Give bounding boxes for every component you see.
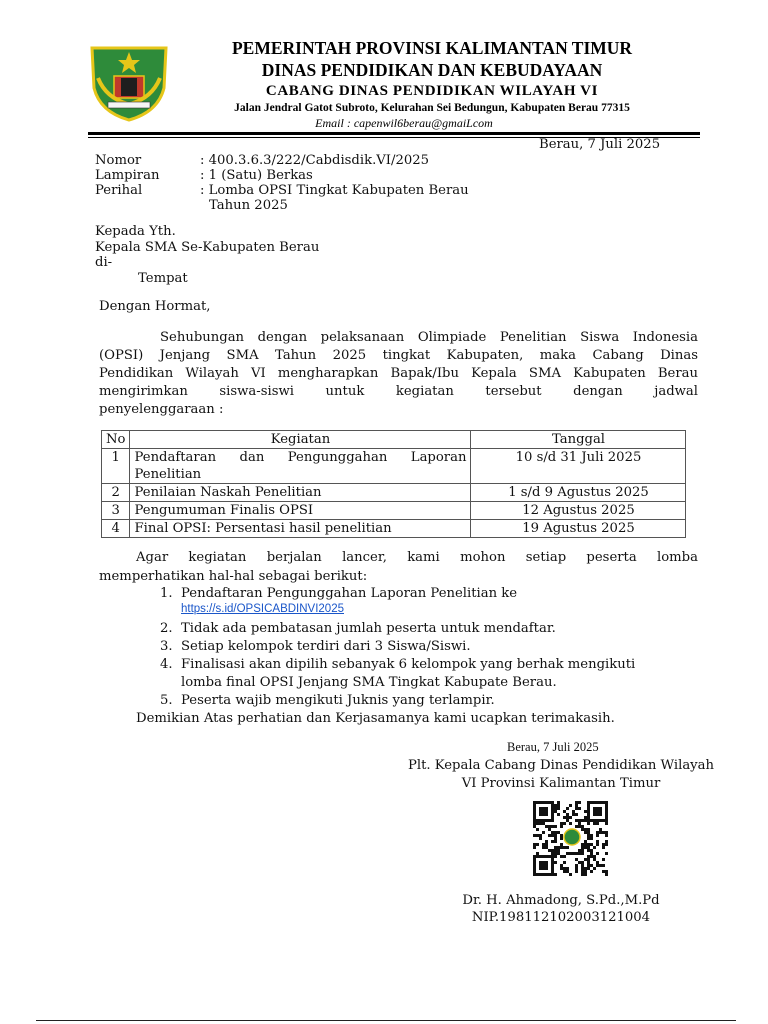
recipient-line-3: di- [95, 255, 113, 270]
table-cell-tanggal: 12 Agustus 2025 [471, 502, 686, 520]
table-header-row [102, 431, 686, 449]
greeting: Dengan Hormat, [99, 299, 211, 314]
table-cell-kegiatan [130, 449, 471, 484]
list-item-text: Peserta wajib mengikuti Juknis yang terlampir. [181, 693, 495, 708]
table-row [102, 520, 686, 538]
para1-line-3: Pendidikan Wilayah VI mengharapkan Bapak/Ibu Kepala SMA Kabupaten Berau [99, 366, 698, 381]
list-item-num: 3. [160, 639, 173, 654]
recipient-line-2: Kepala SMA Se-Kabupaten Berau [95, 240, 320, 255]
kop-line-2: DINAS PENDIDIKAN DAN KEBUDAYAAN [261, 60, 603, 80]
table-cell-kegiatan: Final OPSI: Persentasi hasil penelitian [130, 520, 471, 538]
meta-value-perihal: : Lomba OPSI Tingkat Kabupaten Berau [200, 183, 469, 198]
list-item-num: 2. [160, 621, 173, 636]
signatory-nip: NIP.198112102003121004 [471, 910, 651, 925]
page-bottom-line [36, 1020, 736, 1021]
letter-date: Berau, 7 Juli 2025 [539, 137, 661, 152]
para2-line-1: Agar kegiatan berjalan lancer, kami mohon setiap peserta lomba [136, 550, 698, 565]
para1-line-4: mengirimkan siswa-siswi untuk kegiatan tersebut dengan jadwal [99, 384, 698, 399]
table-cell-kegiatan: Penilaian Naskah Penelitian [130, 484, 471, 502]
table-row [102, 502, 686, 520]
meta-label-nomor: Nomor [95, 153, 142, 168]
registration-link[interactable]: https://s.id/OPSICABDINVI2025 [181, 603, 344, 615]
kegiatan-line: Penelitian [134, 467, 202, 482]
signatory-name: Dr. H. Ahmadong, S.Pd.,M.Pd [462, 893, 660, 908]
table-cell-no: 4 [102, 520, 130, 538]
recipient-line-4: Tempat [138, 271, 188, 286]
table-header-tanggal: Tanggal [471, 431, 686, 449]
schedule-table [101, 430, 686, 538]
meta-value-nomor: : 400.3.6.3/222/Cabdisdik.VI/2025 [200, 153, 430, 168]
meta-label-perihal: Perihal [95, 183, 143, 198]
table-cell-kegiatan: Pengumuman Finalis OPSI [130, 502, 471, 520]
table-row [102, 484, 686, 502]
table-cell-no: 2 [102, 484, 130, 502]
kop-email: Email : capenwil6berau@gmaiLcom [315, 116, 493, 130]
table-cell-tanggal: 19 Agustus 2025 [471, 520, 686, 538]
signature-title-1: Plt. Kepala Cabang Dinas Pendidikan Wilayah [407, 758, 714, 773]
kop-line-1: PEMERINTAH PROVINSI KALIMANTAN TIMUR [231, 38, 633, 58]
para1-line-5: penyelenggaraan : [99, 402, 224, 417]
table-cell-no: 1 [102, 449, 130, 484]
para1-line-2: (OPSI) Jenjang SMA Tahun 2025 tingkat Kabupaten, maka Cabang Dinas [99, 348, 698, 363]
meta-label-lampiran: Lampiran [95, 168, 160, 183]
qr-code [527, 801, 614, 876]
signature-title-2: VI Provinsi Kalimantan Timur [461, 776, 661, 791]
list-item-text: Pendaftaran Pengunggahan Laporan Penelitian ke [181, 586, 518, 601]
list-item-text: Setiap kelompok terdiri dari 3 Siswa/Siswi. [181, 639, 471, 654]
table-cell-tanggal: 10 s/d 31 Juli 2025 [471, 449, 686, 484]
meta-perihal-cont: Tahun 2025 [209, 198, 288, 213]
list-item-num: 4. [160, 657, 173, 672]
meta-value-lampiran: : 1 (Satu) Berkas [200, 168, 313, 183]
kop-address: Jalan Jendral Gatot Subroto, Kelurahan Sei Bedungun, Kabupaten Berau 77315 [234, 102, 630, 114]
table-row [102, 449, 686, 484]
kop-divider-thick [88, 132, 700, 135]
list-item-text: Tidak ada pembatasan jumlah peserta untuk mendaftar. [181, 621, 556, 636]
table-header-kegiatan: Kegiatan [130, 431, 471, 449]
list-item-text-cont: lomba final OPSI Jenjang SMA Tingkat Kabupate Berau. [181, 675, 557, 690]
table-cell-tanggal: 1 s/d 9 Agustus 2025 [471, 484, 686, 502]
para1-line-1: Sehubungan dengan pelaksanaan Olimpiade Penelitian Siswa Indonesia [160, 330, 698, 345]
table-cell-no: 3 [102, 502, 130, 520]
list-item-num: 5. [160, 693, 173, 708]
recipient-line-1: Kepada Yth. [95, 224, 176, 239]
kegiatan-line: Pendaftaran dan Pengunggahan Laporan [134, 450, 467, 465]
table-header-no: No [102, 431, 130, 449]
signature-date: Berau, 7 Juli 2025 [507, 740, 599, 754]
closing-sentence: Demikian Atas perhatian dan Kerjasamanya kami ucapkan terimakasih. [136, 711, 615, 726]
list-item-text: Finalisasi akan dipilih sebanyak 6 kelompok yang berhak mengikuti [181, 657, 636, 672]
kop-line-3: CABANG DINAS PENDIDIKAN WILAYAH VI [265, 83, 599, 99]
para2-line-2: memperhatikan hal-hal sebagai berikut: [99, 569, 368, 584]
list-item-num: 1. [160, 586, 173, 601]
